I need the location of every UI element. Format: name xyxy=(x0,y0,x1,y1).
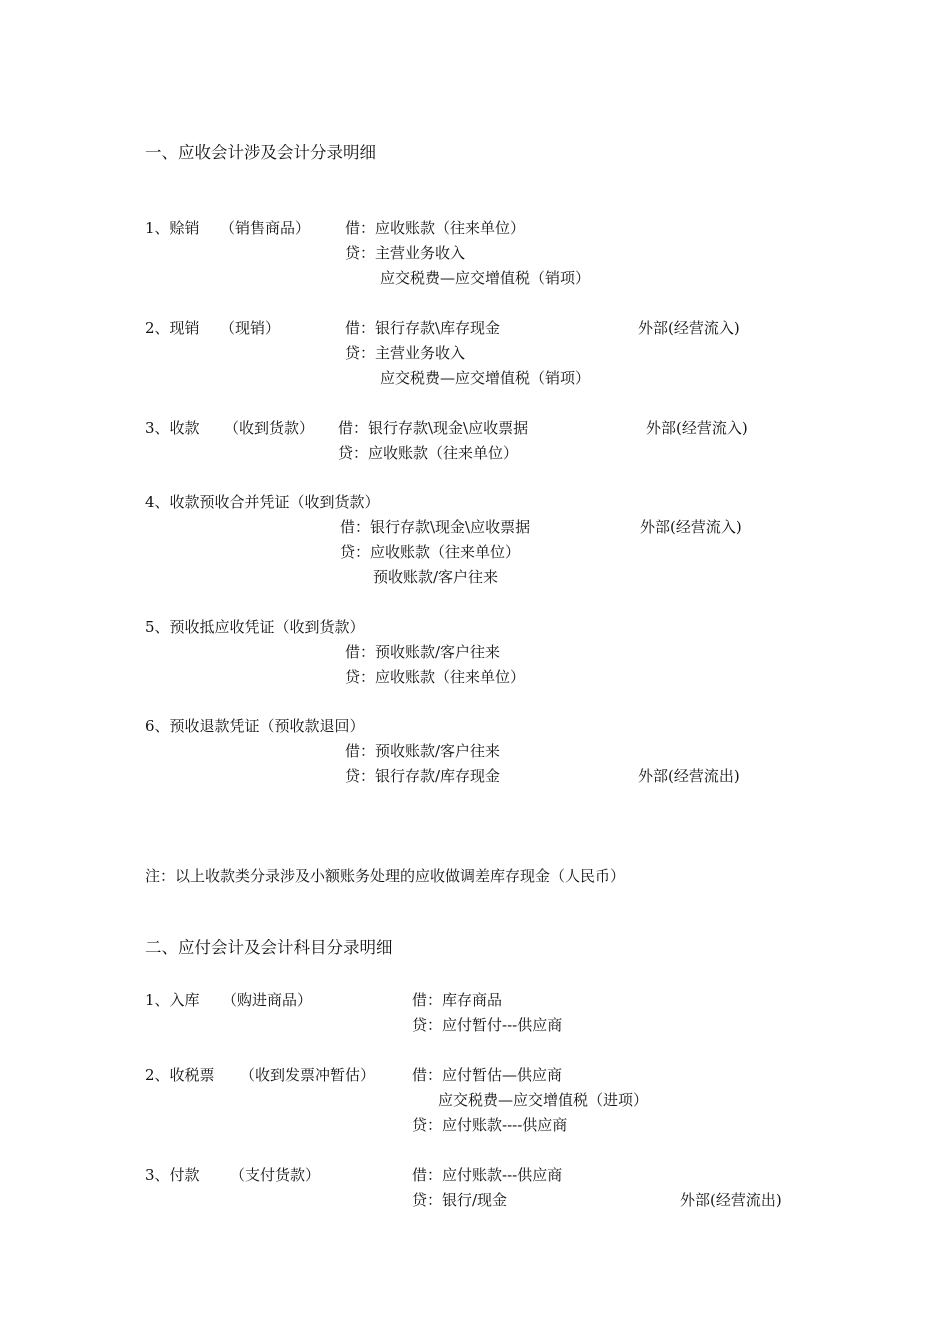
s2-entry1-credit: 贷：应付暂付---供应商 xyxy=(412,1016,563,1034)
s2-entry2-credit: 贷：应付账款----供应商 xyxy=(412,1116,568,1134)
s1-entry2-credit: 贷：主营业务收入 xyxy=(345,344,466,362)
s2-entry1-debit: 借：库存商品 xyxy=(412,991,503,1009)
s2-entry2-debit: 借：应付暂估—供应商 xyxy=(412,1066,563,1084)
section1-title: 一、应收会计涉及会计分录明细 xyxy=(145,143,376,162)
s1-entry6-credit: 贷：银行存款/库存现金 xyxy=(345,767,501,785)
s1-entry1-credit2: 应交税费—应交增值税（销项） xyxy=(380,269,591,287)
s1-entry5-head: 5、预收抵应收凭证（收到货款） xyxy=(145,618,365,636)
s2-entry2-debit2: 应交税费—应交增值税（进项） xyxy=(438,1091,649,1109)
s1-entry3-paren: （收到货款） xyxy=(224,419,315,437)
s2-entry1-paren: （购进商品） xyxy=(222,991,313,1009)
s2-entry2-paren: （收到发票冲暂估） xyxy=(240,1066,376,1084)
s1-entry6-external: 外部(经营流出) xyxy=(638,767,740,785)
s2-entry3-head: 3、付款 xyxy=(145,1166,200,1184)
s1-entry2-external: 外部(经营流入) xyxy=(638,319,740,337)
s1-entry6-debit: 借：预收账款/客户往来 xyxy=(345,742,501,760)
s1-entry4-credit: 贷：应收账款（往来单位） xyxy=(340,543,521,561)
s1-entry4-external: 外部(经营流入) xyxy=(640,518,742,536)
s1-entry5-debit: 借：预收账款/客户往来 xyxy=(345,643,501,661)
s1-entry4-debit: 借：银行存款\现金\应收票据 xyxy=(340,518,531,536)
s2-entry1-head: 1、入库 xyxy=(145,991,200,1009)
s1-entry1-credit: 贷：主营业务收入 xyxy=(345,244,466,262)
s2-entry3-external: 外部(经营流出) xyxy=(680,1191,782,1209)
s1-entry3-debit: 借：银行存款\现金\应收票据 xyxy=(338,419,529,437)
s1-entry1-paren: （销售商品） xyxy=(220,219,311,237)
s1-entry2-head: 2、现销 xyxy=(145,319,200,337)
s2-entry3-debit: 借：应付账款---供应商 xyxy=(412,1166,563,1184)
s2-entry2-head: 2、收税票 xyxy=(145,1066,215,1084)
s1-entry3-head: 3、收款 xyxy=(145,419,200,437)
s1-entry4-head: 4、收款预收合并凭证（收到货款） xyxy=(145,493,380,511)
s1-entry2-debit: 借：银行存款\库存现金 xyxy=(345,319,501,337)
s1-entry2-paren: （现销） xyxy=(220,319,281,337)
s2-entry3-credit: 贷：银行/现金 xyxy=(412,1191,508,1209)
s1-entry1-head: 1、赊销 xyxy=(145,219,200,237)
s2-entry3-paren: （支付货款） xyxy=(230,1166,321,1184)
s1-entry4-credit2: 预收账款/客户往来 xyxy=(373,568,499,586)
s1-entry6-head: 6、预收退款凭证（预收款退回） xyxy=(145,717,365,735)
s1-entry3-credit: 贷：应收账款（往来单位） xyxy=(338,444,519,462)
s1-entry1-debit: 借：应收账款（往来单位） xyxy=(345,219,526,237)
s1-entry2-credit2: 应交税费—应交增值税（销项） xyxy=(380,369,591,387)
s1-entry3-external: 外部(经营流入) xyxy=(646,419,748,437)
section1-note: 注：以上收款类分录涉及小额账务处理的应收做调差库存现金（人民币） xyxy=(145,867,626,885)
s1-entry5-credit: 贷：应收账款（往来单位） xyxy=(345,668,526,686)
section2-title: 二、应付会计及会计科目分录明细 xyxy=(145,938,393,957)
